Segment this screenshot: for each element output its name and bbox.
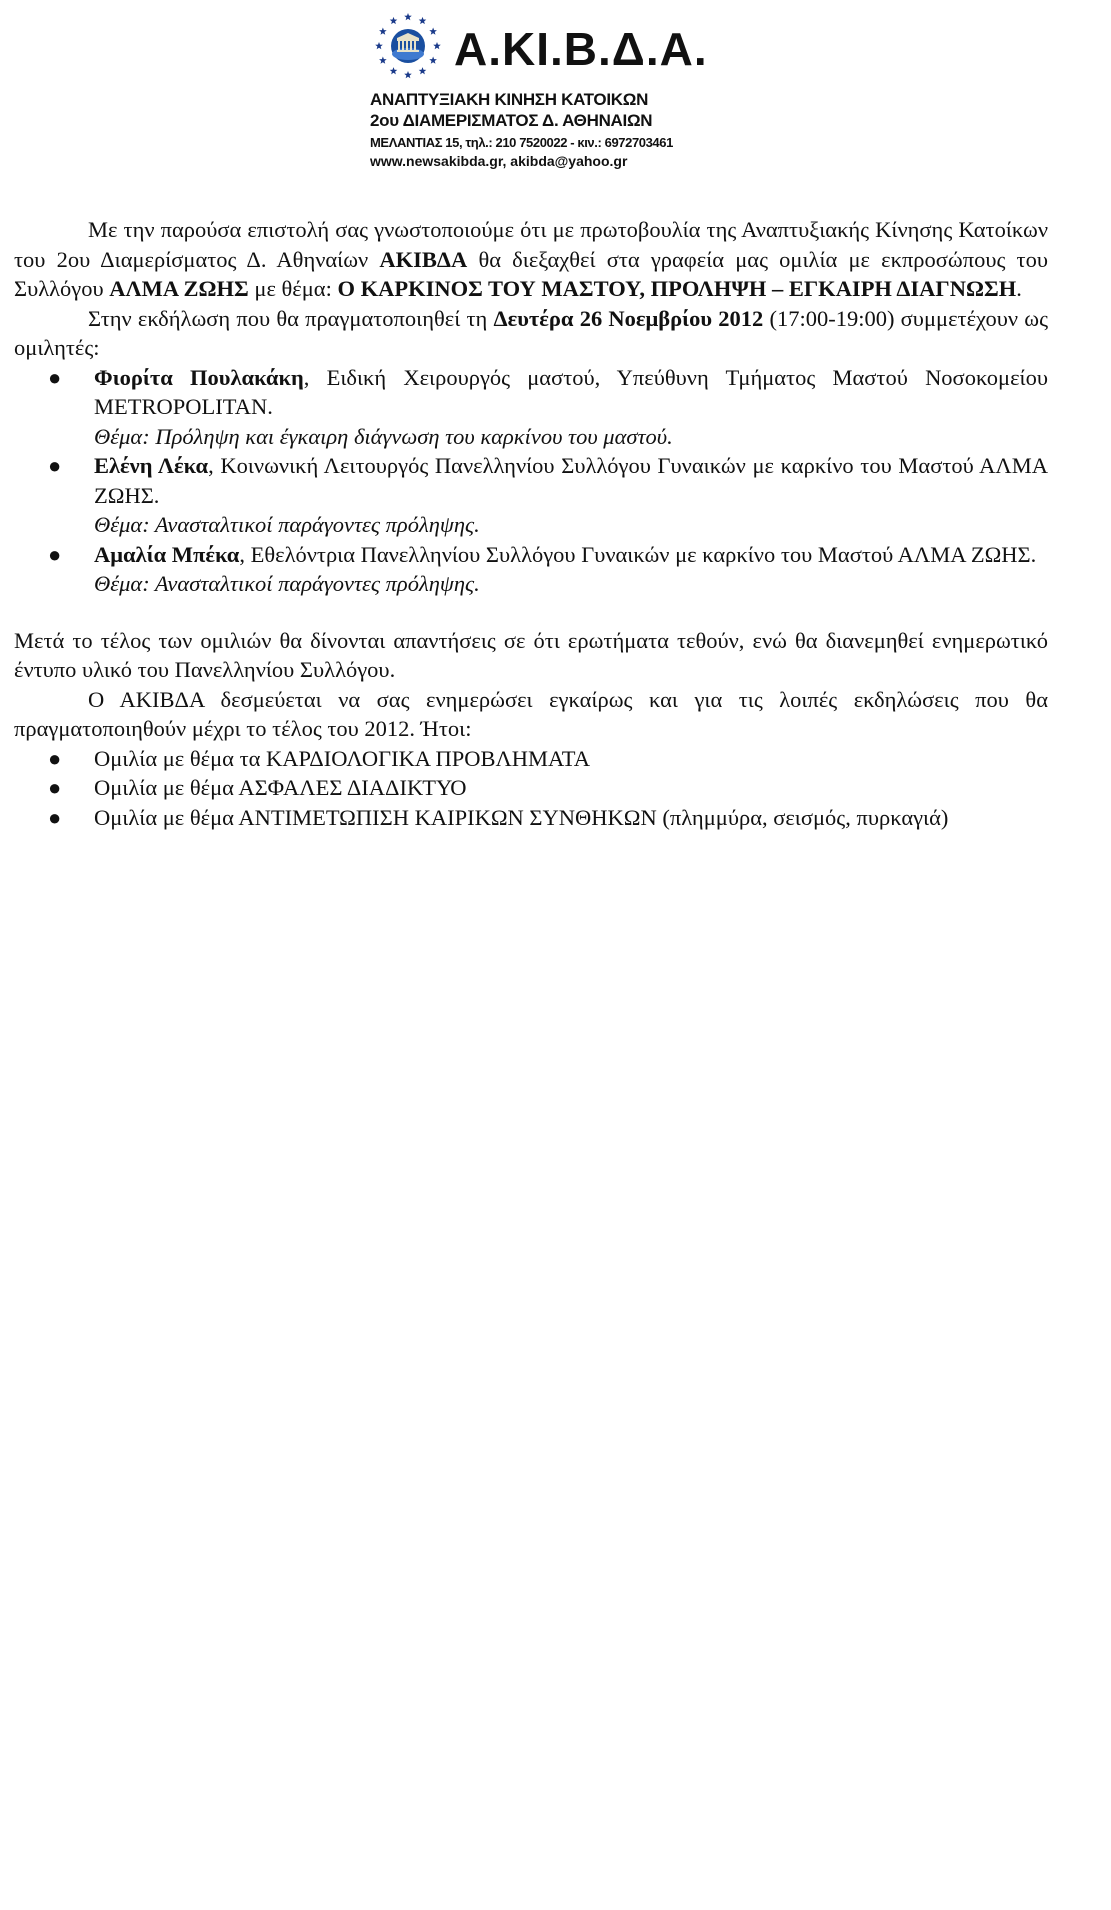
letter-body xyxy=(14,215,1048,832)
speaker-role: , Εθελόντρια Πανελληνίου Συλλόγου Γυναικών με καρκίνο του Μαστού ΑΛΜΑ ΖΩΗΣ. xyxy=(239,541,1037,567)
speaker-name: Αμαλία Μπέκα xyxy=(94,541,240,567)
intro-paragraph: Με την παρούσα επιστολή σας γνωστοποιούμε ότι με πρωτοβουλία της Αναπτυξιακής Κίνησης Κατοίκων του 2ου Διαμερίσματος Δ. Αθηναίων ΑΚΙΒΔΑ θα διεξαχθεί στα γραφεία μας ομιλία με εκπροσώπους του Συλλόγου ΑΛΜΑ ΖΩΗΣ με θέμα: Ο ΚΑΡΚΙΝΟΣ ΤΟΥ ΜΑΣΤΟΥ, ΠΡΟΛΗΨΗ – ΕΓΚΑΙΡΗ ΔΙΑΓΝΩΣΗ. xyxy=(14,217,1048,301)
bullet-icon: ● xyxy=(48,804,62,830)
association-name: ΑΛΜΑ ΖΩΗΣ xyxy=(109,276,249,301)
list-item xyxy=(14,451,1048,540)
upcoming-talks-list xyxy=(14,744,1048,833)
star-icon xyxy=(433,42,441,49)
star-icon xyxy=(419,17,427,24)
star-icon xyxy=(390,17,398,24)
organization-name: Α.ΚΙ.Β.Δ.Α. xyxy=(454,23,708,75)
event-date-paragraph: Στην εκδήλωση που θα πραγματοποιηθεί τη Δευτέρα 26 Νοεμβρίου 2012 (17:00-19:00) συμμετέχουν ως ομιλητές: xyxy=(14,305,1048,360)
bullet-icon: ● xyxy=(48,775,62,800)
list-item xyxy=(14,540,1048,599)
star-icon xyxy=(390,67,398,74)
organization-address-phone: ΜΕΛΑΝΤΙΑΣ 15, τηλ.: 210 7520022 - κιν.: 6972703461 xyxy=(370,135,673,150)
star-icon xyxy=(419,67,427,74)
speaker-topic: Θέμα: Πρόληψη και έγκαιρη διάγνωση του καρκίνου του μαστού. xyxy=(94,423,673,449)
star-icon xyxy=(379,28,387,35)
talk-subject: Ο ΚΑΡΚΙΝΟΣ ΤΟΥ ΜΑΣΤΟΥ, ΠΡΟΛΗΨΗ – ΕΓΚΑΙΡΗ ΔΙΑΓΝΩΣΗ xyxy=(337,276,1017,301)
organization-web-email: www.newsakibda.gr, akibda@yahoo.gr xyxy=(370,153,628,169)
closing-paragraph: Μετά το τέλος των ομιλιών θα δίνονται απαντήσεις σε ότι ερωτήματα τεθούν, ενώ θα διανεμηθεί ενημερωτικό έντυπο υλικό του Πανελληνίου Συλλόγου. xyxy=(14,627,1048,682)
star-icon xyxy=(375,42,383,49)
talk-title: Ομιλία με θέμα ΑΣΦΑΛΕΣ ΔΙΑΔΙΚΤΥΟ xyxy=(94,775,467,800)
list-item xyxy=(14,773,1048,803)
talk-title: Ομιλία με θέμα τα ΚΑΡΔΙΟΛΟΓΙΚΑ ΠΡΟΒΛΗΜΑΤΑ xyxy=(94,745,590,771)
acropolis-stars-logo-icon xyxy=(370,8,446,84)
event-date: Δευτέρα 26 Νοεμβρίου 2012 xyxy=(493,305,764,331)
speaker-topic: Θέμα: Ανασταλτικοί παράγοντες πρόληψης. xyxy=(94,512,480,537)
speaker-role: , Ειδική Χειρουργός μαστού, Υπεύθυνη Τμήματος Μαστού Νοσοκομείου METROPOLITAN. xyxy=(94,364,1048,419)
star-icon xyxy=(404,71,412,78)
star-icon xyxy=(429,28,437,35)
list-item xyxy=(14,744,1048,774)
speaker-topic: Θέμα: Ανασταλτικοί παράγοντες πρόληψης. xyxy=(94,571,480,596)
org-acronym: ΑΚΙΒΔΑ xyxy=(379,246,468,272)
organization-district: 2ου ΔΙΑΜΕΡΙΣΜΑΤΟΣ Δ. ΑΘΗΝΑΙΩΝ xyxy=(370,111,653,130)
letterhead xyxy=(370,8,830,168)
upcoming-events-paragraph: Ο ΑΚΙΒΔΑ δεσμεύεται να σας ενημερώσει εγκαίρως και για τις λοιπές εκδηλώσεις που θα πραγματοποιηθούν μέχρι το τέλος του 2012. Ήτοι: xyxy=(14,686,1048,741)
bullet-icon: ● xyxy=(48,453,62,478)
bullet-icon: ● xyxy=(48,364,62,390)
speaker-name: Φιορίτα Πουλακάκη xyxy=(94,364,304,390)
list-item xyxy=(14,363,1048,452)
bullet-icon: ● xyxy=(48,541,62,567)
speakers-list xyxy=(14,363,1048,599)
star-icon xyxy=(379,57,387,64)
talk-title: Ομιλία με θέμα ΑΝΤΙΜΕΤΩΠΙΣΗ ΚΑΙΡΙΚΩΝ ΣΥΝΘΗΚΩΝ (πλημμύρα, σεισμός, πυρκαγιά) xyxy=(94,804,949,830)
speaker-name: Ελένη Λέκα xyxy=(94,453,209,478)
organization-full-name: ΑΝΑΠΤΥΞΙΑΚΗ ΚΙΝΗΣΗ ΚΑΤΟΙΚΩΝ xyxy=(370,90,649,109)
list-item xyxy=(14,803,1048,833)
star-icon xyxy=(429,57,437,64)
speaker-role: , Κοινωνική Λειτουργός Πανελληνίου Συλλόγου Γυναικών με καρκίνο του Μαστού ΑΛΜΑ ΖΩΗΣ. xyxy=(94,453,1049,508)
star-icon xyxy=(404,13,412,20)
bullet-icon: ● xyxy=(48,745,62,771)
